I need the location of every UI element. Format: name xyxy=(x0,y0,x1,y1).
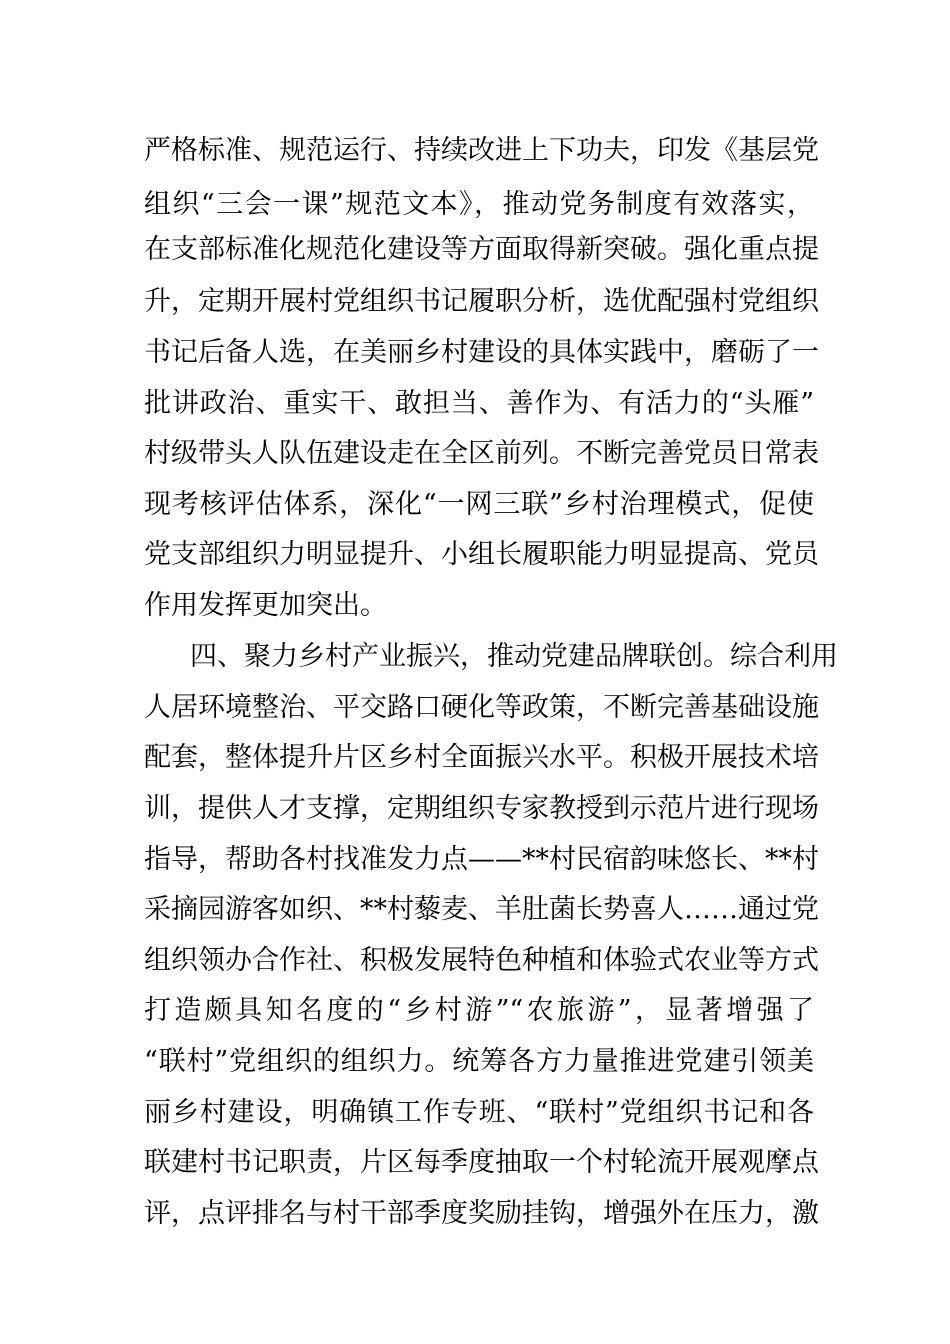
text-line: 现考核评估体系，深化“一网三联”乡村治理模式，促使 xyxy=(144,489,814,520)
text-line: 人居环境整治、平交路口硬化等政策，不断完善基础设施 xyxy=(144,692,819,723)
text-line: 村级带头人队伍建设走在全区前列。不断完善党员日常表 xyxy=(144,438,819,469)
text-line: 指导，帮助各村找准发力点——**村民宿韵味悠长、**村 xyxy=(144,844,819,875)
text-line: 训，提供人才支撑，定期组织专家教授到示范片进行现场 xyxy=(144,793,819,824)
text-line: 配套，整体提升片区乡村全面振兴水平。积极开展技术培 xyxy=(144,742,819,773)
text-line: 组织领办合作社、积极发展特色种植和体验式农业等方式 xyxy=(144,945,819,976)
text-line: 打造颇具知名度的“乡村游”“农旅游”，显著增强了 xyxy=(144,995,814,1026)
text-line: 组织“三会一课”规范文本》，推动党务制度有效落实， xyxy=(144,189,814,220)
text-line: 联建村书记职责，片区每季度抽取一个村轮流开展观摩点 xyxy=(144,1147,819,1178)
text-line: “联村”党组织的组织力。统筹各方力量推进党建引领美 xyxy=(144,1046,814,1077)
text-line: 在支部标准化规范化建设等方面取得新突破。强化重点提 xyxy=(144,234,819,265)
text-line: 升，定期开展村党组织书记履职分析，选优配强村党组织 xyxy=(144,286,819,317)
text-line: 党支部组织力明显提升、小组长履职能力明显提高、党员 xyxy=(144,539,819,570)
paragraph-heading-line: 四、聚力乡村产业振兴，推动党建品牌联创。综合利用 xyxy=(190,641,838,672)
text-line: 作用发挥更加突出。 xyxy=(144,590,387,621)
text-line: 采摘园游客如织、**村藜麦、羊肚菌长势喜人……通过党 xyxy=(144,894,819,925)
text-line: 书记后备人选，在美丽乡村建设的具体实践中，磨砺了一 xyxy=(144,337,819,368)
text-line: 严格标准、规范运行、持续改进上下功夫，印发《基层党 xyxy=(144,135,819,166)
text-line: 丽乡村建设，明确镇工作专班、“联村”党组织书记和各 xyxy=(144,1097,814,1128)
text-line: 评，点评排名与村干部季度奖励挂钩，增强外在压力，激 xyxy=(144,1198,819,1229)
text-line: 批讲政治、重实干、敢担当、善作为、有活力的“头雁” xyxy=(144,388,814,419)
